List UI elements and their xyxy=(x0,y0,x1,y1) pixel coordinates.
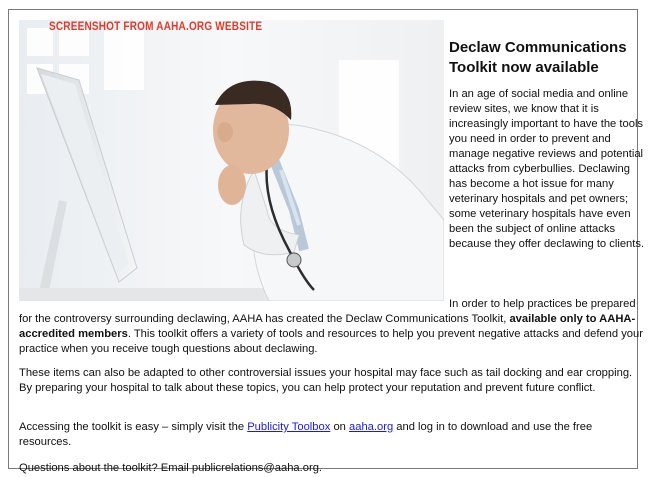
aaha-org-link[interactable]: aaha.org xyxy=(349,421,394,433)
article-intro: In an age of social media and online review sites, we know that it is increasingly important to have the tools you need in order to prevent and manage negative reviews and potential attacks from cyberbullies. Declawing has become a hot issue for many veterinary hospitals and pet owners; some veterinary hospitals have even been the subject of online attacks because they offer declawing to clients. xyxy=(449,88,645,250)
p4-pre-text: Accessing the toolkit is easy – simply visit the xyxy=(19,421,245,433)
p4-mid-text: on xyxy=(333,421,346,433)
article-p3: These items can also be adapted to other controversial issues your hospital may face such as tail docking and ear cropping. By preparing your hospital to talk about these topics, you can help protect your reputation and prevent future conflict. xyxy=(19,367,633,394)
article-p2 xyxy=(19,312,644,357)
p2-text: for the controversy surrounding declawing, AAHA has created the Declaw Communications Toolkit, xyxy=(19,313,507,325)
article-frame xyxy=(8,9,645,474)
p2-bold-text: available only to AAHA-accredited members xyxy=(19,313,636,340)
article-p5: Questions about the toolkit? Email publicrelations@aaha.org. xyxy=(19,462,323,474)
p2-tail-text: . This toolkit offers a variety of tools and resources to help you prevent negative attacks and defend your practice when you receive tough questions about declawing. xyxy=(19,328,643,355)
article-title: Declaw Communications Toolkit now available xyxy=(449,39,627,76)
publicity-toolbox-link[interactable]: Publicity Toolbox xyxy=(247,421,331,433)
p4-post-text: and log in to download and use the free resources. xyxy=(19,421,593,448)
article-photo xyxy=(19,20,444,301)
photo-illustration xyxy=(19,20,444,301)
article-p4 xyxy=(19,420,644,450)
article-p2-lead: In order to help practices be prepared xyxy=(449,298,636,310)
watermark-text: SCREENSHOT FROM AAHA.ORG WEBSITE xyxy=(49,21,263,34)
